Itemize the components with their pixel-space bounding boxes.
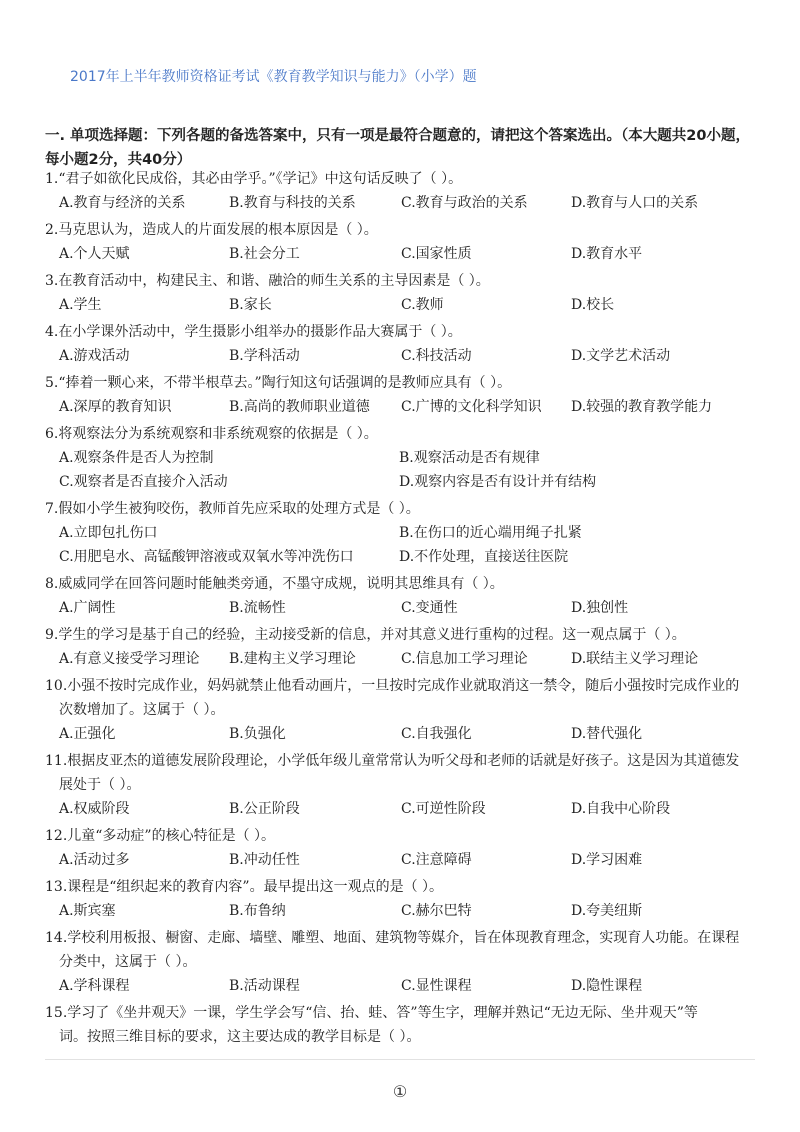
question-stem: 13.课程是“组织起来的教育内容”。最早提出这一观点的是（ ）。 (45, 879, 444, 895)
question-item (45, 926, 760, 998)
question-item (45, 824, 760, 872)
option-a: A.广阔性 (59, 600, 116, 616)
option-row (45, 521, 760, 569)
question-item (45, 269, 760, 317)
option-d: D.校长 (571, 297, 615, 313)
option-b: B.在伤口的近心端用绳子扎紧 (399, 525, 582, 541)
question-stem: 11.根据皮亚杰的道德发展阶段理论，小学低年级儿童常常认为听父母和老师的话就是好孩子。这是因为其道德发 (45, 753, 740, 769)
option-b: B.流畅性 (229, 600, 286, 616)
question-item (45, 875, 760, 923)
option-b: B.建构主义学习理论 (229, 651, 356, 667)
option-row (45, 848, 760, 872)
question-item (45, 422, 760, 494)
section-heading: 一. 单项选择题：下列各题的备选答案中，只有一项是最符合题意的，请把这个答案选出。（本大题共20小题，每小题2分，共40分） (45, 128, 750, 168)
option-row (45, 293, 760, 317)
question-stem: 9.学生的学习是基于自己的经验，主动接受新的信息，并对其意义进行重构的过程。这一观点属于（ ）。 (45, 627, 686, 643)
question-item (45, 218, 760, 266)
option-c: C.显性课程 (401, 978, 472, 994)
option-c: C.变通性 (401, 600, 458, 616)
option-d: D.教育与人口的关系 (571, 195, 699, 211)
option-a: A.学科课程 (59, 978, 130, 994)
question-stem: 12.儿童“多动症”的核心特征是（ ）。 (45, 828, 276, 844)
option-b: B.布鲁纳 (229, 903, 286, 919)
option-row (45, 974, 760, 998)
question-stem: 8.威威同学在回答问题时能触类旁通，不墨守成规，说明其思维具有（ ）。 (45, 576, 504, 592)
question-item (45, 623, 760, 671)
option-d: D.教育水平 (571, 246, 643, 262)
option-row (45, 446, 760, 494)
document-title: 2017年上半年教师资格证考试《教育教学知识与能力》（小学）题 (70, 69, 477, 85)
option-b: B.活动课程 (229, 978, 300, 994)
option-c: C.广博的文化科学知识 (401, 399, 542, 415)
option-b: B.家长 (229, 297, 272, 313)
option-a: A.教育与经济的关系 (59, 195, 186, 211)
option-b: B.公正阶段 (229, 801, 300, 817)
option-row (45, 191, 760, 215)
option-a: A.游戏活动 (59, 348, 130, 364)
question-stem: 1.“君子如欲化民成俗，其必由学乎。”《学记》中这句话反映了（ ）。 (45, 171, 463, 187)
option-c: C.可逆性阶段 (401, 801, 486, 817)
option-c: C.用肥皂水、高锰酸钾溶液或双氧水等冲洗伤口 (59, 549, 354, 565)
option-b: B.高尚的教师职业道德 (229, 399, 370, 415)
question-stem: 10.小强不按时完成作业，妈妈就禁止他看动画片，一旦按时完成作业就取消这一禁令，随后小强按时完成作业的 (45, 678, 740, 694)
option-a: A.有意义接受学习理论 (59, 651, 200, 667)
option-row (45, 395, 760, 419)
question-item (45, 497, 760, 569)
option-b: B.负强化 (229, 726, 286, 742)
footer-divider (45, 1059, 755, 1060)
option-row (45, 344, 760, 368)
option-row (45, 647, 760, 671)
question-item (45, 1001, 760, 1049)
option-a: A.深厚的教育知识 (59, 399, 172, 415)
option-row (45, 722, 760, 746)
option-b: B.社会分工 (229, 246, 300, 262)
question-item (45, 167, 760, 215)
question-stem-continued: 次数增加了。这属于（ ）。 (59, 702, 225, 718)
option-d: D.隐性课程 (571, 978, 643, 994)
option-b: B.学科活动 (229, 348, 300, 364)
page-number: ① (392, 1082, 408, 1101)
option-d: D.学习困难 (571, 852, 643, 868)
option-a: A.观察条件是否人为控制 (59, 450, 214, 466)
option-b: B.教育与科技的关系 (229, 195, 356, 211)
question-stem: 4.在小学课外活动中，学生摄影小组举办的摄影作品大赛属于（ ）。 (45, 324, 462, 340)
question-item (45, 749, 760, 821)
option-c: C.自我强化 (401, 726, 472, 742)
option-b: B.观察活动是否有规律 (399, 450, 540, 466)
option-d: D.替代强化 (571, 726, 643, 742)
option-c: C.教育与政治的关系 (401, 195, 528, 211)
option-row (45, 899, 760, 923)
question-stem: 5.“捧着一颗心来，不带半根草去。”陶行知这句话强调的是教师应具有（ ）。 (45, 375, 512, 391)
option-c: C.观察者是否直接介入活动 (59, 474, 228, 490)
option-d: D.不作处理，直接送往医院 (399, 549, 569, 565)
question-stem-continued: 展处于（ ）。 (59, 777, 141, 793)
question-stem: 2.马克思认为，造成人的片面发展的根本原因是（ ）。 (45, 222, 378, 238)
option-a: A.斯宾塞 (59, 903, 116, 919)
question-item (45, 320, 760, 368)
option-a: A.学生 (59, 297, 102, 313)
option-c: C.注意障碍 (401, 852, 472, 868)
option-c: C.国家性质 (401, 246, 472, 262)
option-d: D.联结主义学习理论 (571, 651, 699, 667)
option-row (45, 242, 760, 266)
option-c: C.教师 (401, 297, 444, 313)
option-d: D.较强的教育教学能力 (571, 399, 713, 415)
question-list (45, 167, 760, 1049)
question-stem: 15.学习了《坐井观天》一课，学生学会写“信、抬、蛙、答”等生字，理解并熟记“无边无际、坐井观天”等 (45, 1005, 698, 1021)
question-stem: 7.假如小学生被狗咬伤，教师首先应采取的处理方式是（ ）。 (45, 501, 420, 517)
option-d: D.自我中心阶段 (571, 801, 671, 817)
option-a: A.个人天赋 (59, 246, 130, 262)
question-stem-continued: 分类中，这属于（ ）。 (59, 954, 197, 970)
option-d: D.夸美纽斯 (571, 903, 643, 919)
option-b: B.冲动任性 (229, 852, 300, 868)
option-c: C.赫尔巴特 (401, 903, 472, 919)
option-a: A.正强化 (59, 726, 116, 742)
option-a: A.立即包扎伤口 (59, 525, 158, 541)
question-item (45, 674, 760, 746)
option-d: D.文学艺术活动 (571, 348, 671, 364)
question-stem: 14.学校利用板报、橱窗、走廊、墙壁、雕塑、地面、建筑物等媒介，旨在体现教育理念，实现育人功能。在课程 (45, 930, 740, 946)
question-item (45, 371, 760, 419)
option-row (45, 797, 760, 821)
option-row (45, 596, 760, 620)
question-stem-continued: 词。按照三维目标的要求，这主要达成的教学目标是（ ）。 (59, 1029, 421, 1045)
option-d: D.独创性 (571, 600, 629, 616)
option-a: A.权威阶段 (59, 801, 130, 817)
option-d: D.观察内容是否有设计并有结构 (399, 474, 597, 490)
question-stem: 3.在教育活动中，构建民主、和谐、融洽的师生关系的主导因素是（ ）。 (45, 273, 490, 289)
option-a: A.活动过多 (59, 852, 130, 868)
option-c: C.科技活动 (401, 348, 472, 364)
question-item (45, 572, 760, 620)
question-stem: 6.将观察法分为系统观察和非系统观察的依据是（ ）。 (45, 426, 378, 442)
option-c: C.信息加工学习理论 (401, 651, 528, 667)
